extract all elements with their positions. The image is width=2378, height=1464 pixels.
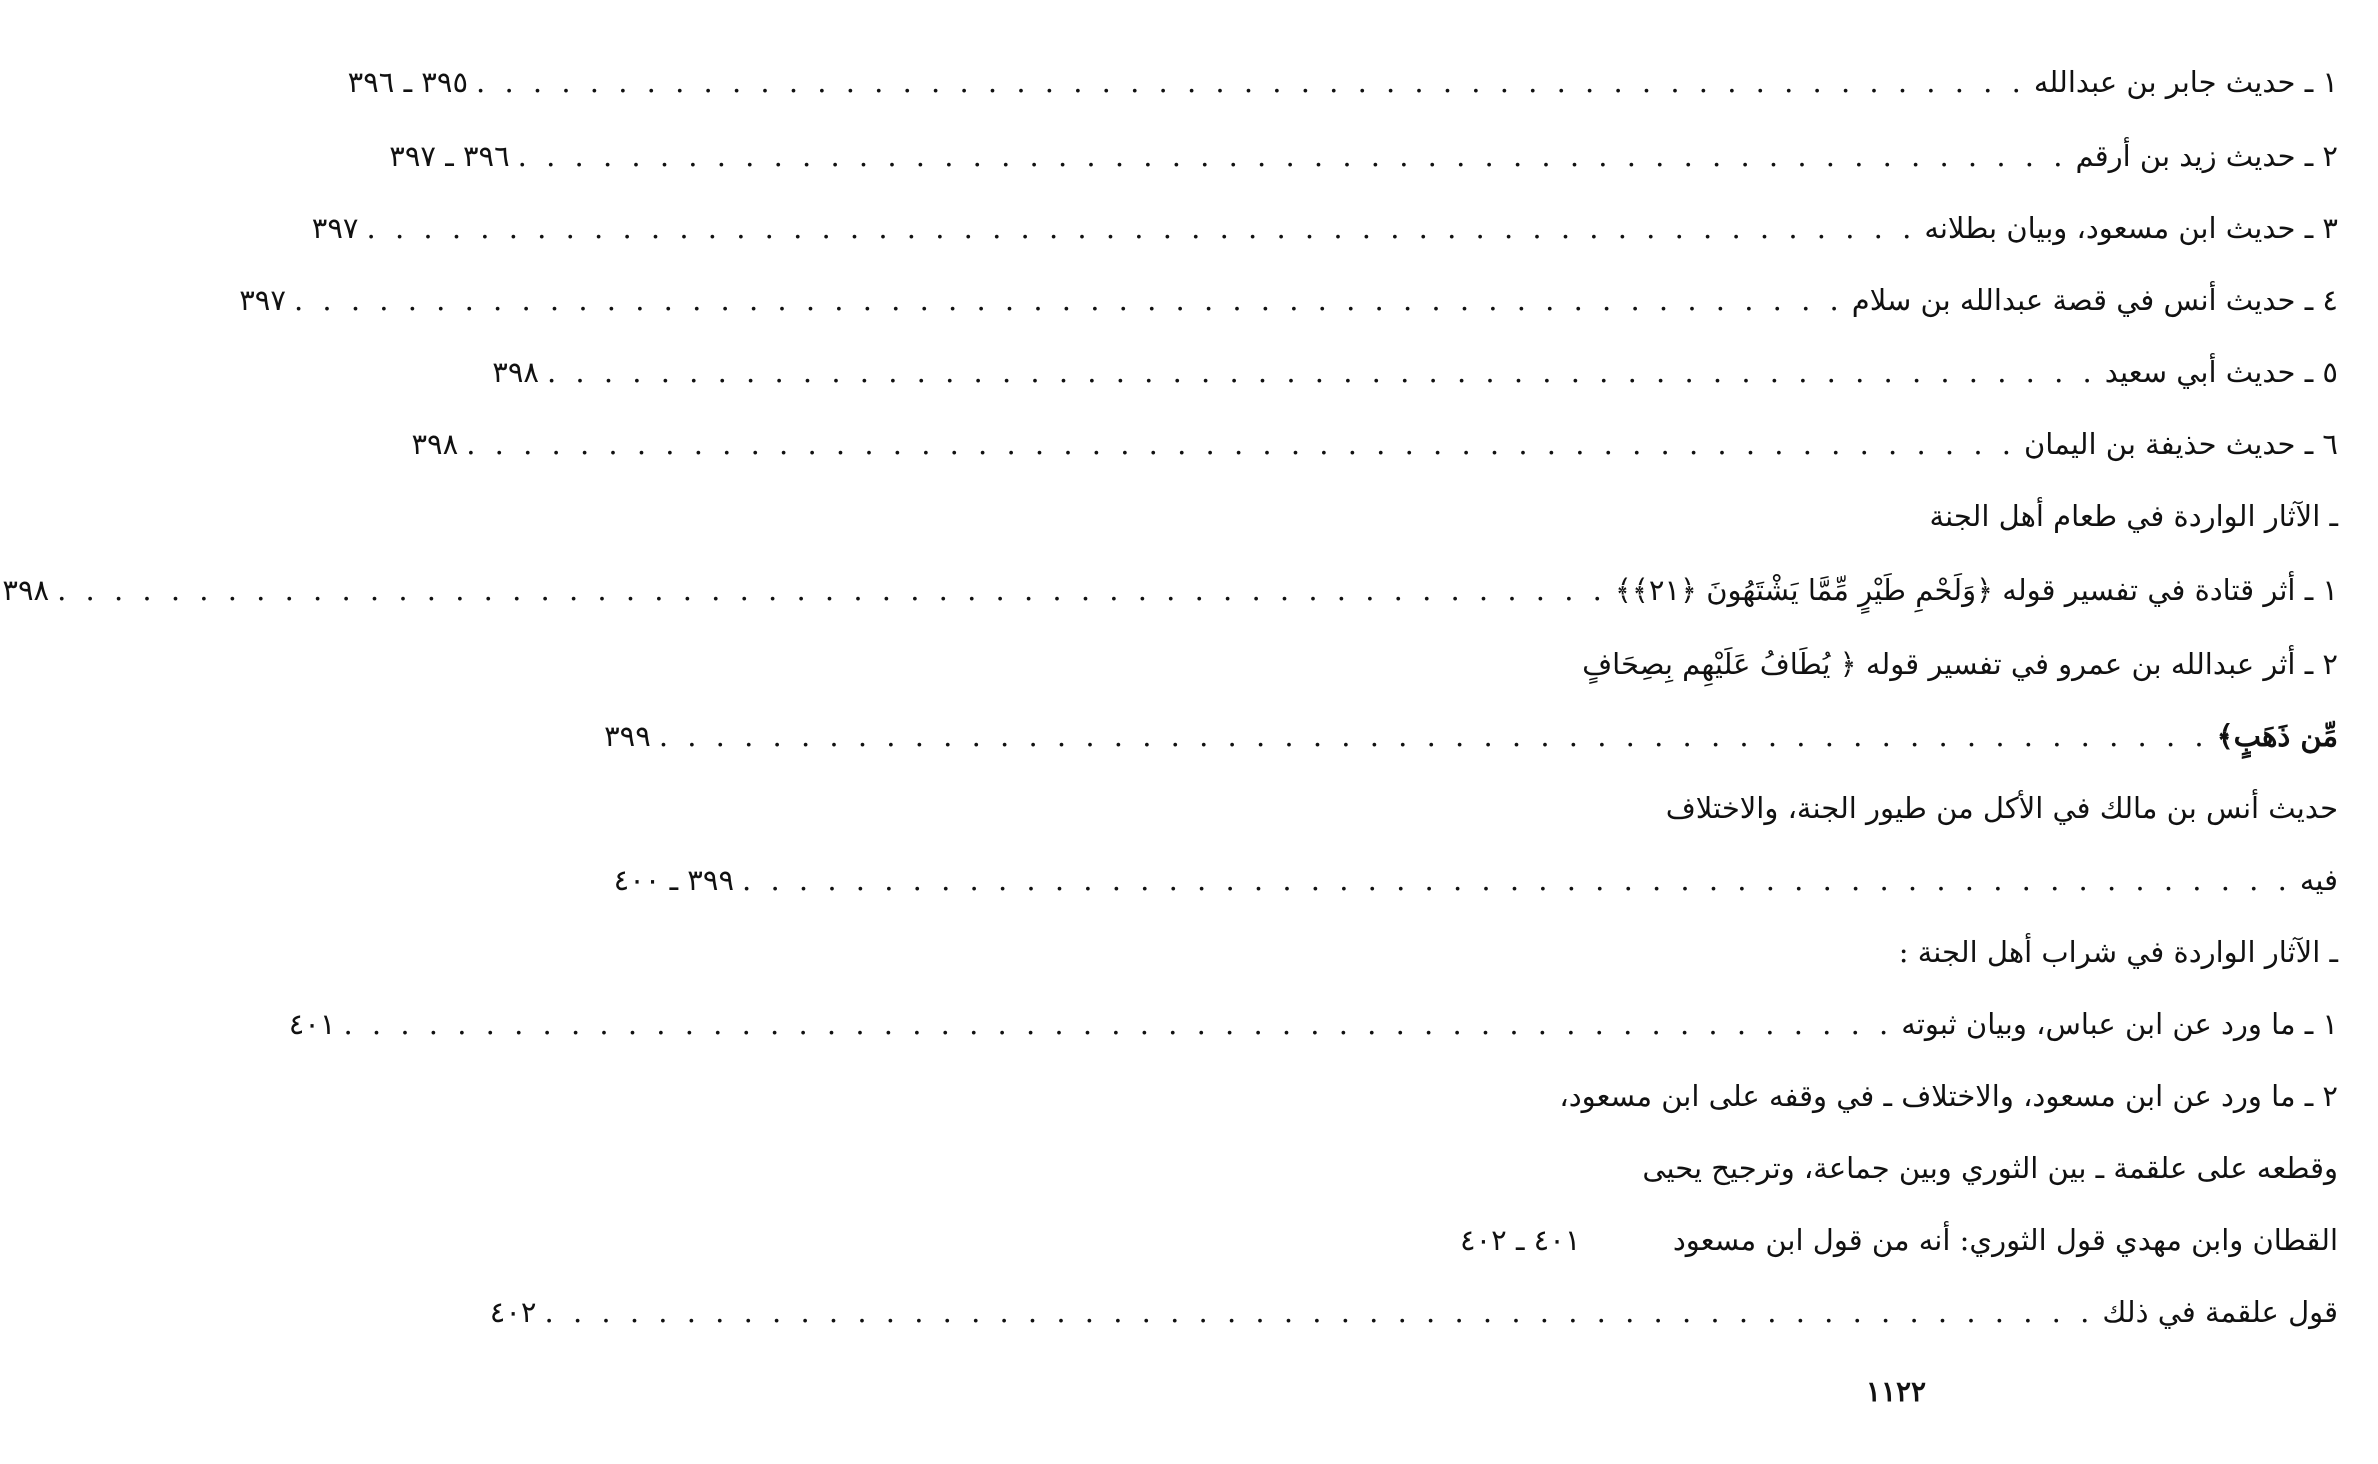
toc-entry	[411, 420, 2338, 468]
section-heading: ـ الآثار الواردة في طعام أهل الجنة	[1929, 499, 2338, 533]
entry-pages: ٤٠١ ـ ٤٠٢	[1460, 1223, 1581, 1257]
entry-title: ٢ ـ حديث زيد بن أرقم	[2075, 139, 2338, 173]
toc-entry	[389, 132, 2338, 180]
entry-title: ٥ ـ حديث أبي سعيد	[2104, 355, 2338, 389]
dot-leader: . . . . . . . . . . . . . . . . . . . . . . . . . . . . . . . . . . . . . . . . . . . . . . . . . . . . . . .	[544, 1295, 2095, 1329]
dot-leader: . . . . . . . . . . . . . . . . . . . . . . . . . . . . . . . . . . . . . . . . . . . . . . . . . . . . . . .	[546, 355, 2097, 389]
toc-entry	[492, 348, 2338, 396]
toc-entry	[604, 712, 2338, 760]
entry-title-continued: القطان وابن مهدي قول الثوري: أنه من قول ابن مسعود	[1672, 1223, 2338, 1257]
dot-leader: . . . . . . . . . . . . . . . . . . . . . . . . . . . . . . . . . . . . . . . . . . . . . . . . . . . . . . .	[366, 211, 1917, 245]
entry-pages: ٣٩٨	[2, 573, 50, 607]
dot-leader: . . . . . . . . . . . . . . . . . . . . . . . . . . . . . . . . . . . . . . . . . . . . . . . . . . . . . . .	[517, 139, 2068, 173]
toc-entry	[311, 204, 2338, 252]
entry-title-continued: فيه	[2299, 863, 2338, 897]
toc-section-heading	[1458, 492, 2338, 540]
toc-entry-line	[1458, 1072, 2338, 1120]
toc-entry	[239, 276, 2338, 324]
entry-title: ٢ ـ أثر عبدالله بن عمرو في تفسير قوله ﴿ يُطَافُ عَلَيْهِم بِصِحَافٍ	[1582, 647, 2338, 681]
entry-pages: ٣٩٦ ـ ٣٩٧	[389, 139, 510, 173]
entry-title-continued: مِّن ذَهَبٍ﴾	[2216, 719, 2338, 753]
toc-entry	[613, 856, 2338, 904]
entry-pages: ٣٩٥ ـ ٣٩٦	[347, 65, 469, 99]
entry-title-continued: وقطعه على علقمة ـ بين الثوري وبين جماعة، وترجيح يحيى	[1642, 1151, 2338, 1185]
toc-entry-line	[1458, 784, 2338, 832]
entry-title: ٣ ـ حديث ابن مسعود، وبيان بطلانه	[1924, 211, 2338, 245]
entry-pages: ٣٩٨	[492, 355, 539, 389]
entry-title: ٦ ـ حديث حذيفة بن اليمان	[2024, 427, 2338, 461]
dot-leader: . . . . . . . . . . . . . . . . . . . . . . . . . . . . . . . . . . . . . . . . . . . . . . . . . . . . . . .	[476, 65, 2026, 99]
entry-pages: ٣٩٧	[239, 283, 286, 317]
dot-leader: . . . . . . . . . . . . . . . . . . . . . . . . . . . . . . . . . . . . . . . . . . . . . . . . . . . . . . .	[466, 427, 2016, 461]
entry-pages: ٤٠٢	[489, 1295, 537, 1329]
toc-entry	[288, 1000, 2338, 1048]
entry-title: ٢ ـ ما ورد عن ابن مسعود، والاختلاف ـ في وقفه على ابن مسعود،	[1559, 1079, 2338, 1113]
page-number: ١١٢٢	[1865, 1375, 1927, 1408]
toc-entry-line	[1458, 1144, 2338, 1192]
dot-leader: . . . . . . . . . . . . . . . . . . . . . . . . . . . . . . . . . . . . . . . . . . . . . . . . . . . . . . .	[293, 283, 1844, 317]
toc-page	[2, 0, 2378, 1464]
entry-pages: ٣٩٨	[411, 427, 459, 461]
entry-title: قول علقمة في ذلك	[2102, 1295, 2338, 1329]
toc-entry	[489, 1288, 2338, 1336]
dot-leader: . . . . . . . . . . . . . . . . . . . . . . . . . . . . . . . . . . . . . . . . . . . . . . . . . . . . . . .	[742, 863, 2292, 897]
entry-pages: ٣٩٩ ـ ٤٠٠	[613, 863, 735, 897]
entry-pages: ٤٠١	[288, 1007, 336, 1041]
toc-entry	[347, 58, 2338, 106]
toc-entry	[2, 566, 2338, 614]
entry-title: ١ ـ حديث جابر بن عبدالله	[2033, 65, 2338, 99]
entry-title: ١ ـ ما ورد عن ابن عباس، وبيان ثبوته	[1901, 1007, 2338, 1041]
dot-leader: . . . . . . . . . . . . . . . . . . . . . . . . . . . . . . . . . . . . . . . . . . . . . . . . . . . . . . .	[658, 719, 2209, 753]
toc-entry	[1458, 1216, 2338, 1264]
entry-title: ١ ـ أثر قتادة في تفسير قوله ﴿وَلَحْمِ طَيْرٍ مِّمَّا يَشْتَهُونَ ﴿٢١﴾﴾	[1614, 573, 2338, 607]
section-heading: ـ الآثار الواردة في شراب أهل الجنة :	[1898, 935, 2338, 969]
toc-entry-line	[1458, 640, 2338, 688]
toc-section-heading	[1458, 928, 2338, 976]
entry-pages: ٣٩٧	[311, 211, 359, 245]
dot-leader: . . . . . . . . . . . . . . . . . . . . . . . . . . . . . . . . . . . . . . . . . . . . . . . . . . . . . . .	[57, 573, 1607, 607]
entry-title: حديث أنس بن مالك في الأكل من طيور الجنة، والاختلاف	[1665, 791, 2338, 825]
entry-title: ٤ ـ حديث أنس في قصة عبدالله بن سلام	[1851, 283, 2338, 317]
entry-pages: ٣٩٩	[604, 719, 651, 753]
dot-leader: . . . . . . . . . . . . . . . . . . . . . . . . . . . . . . . . . . . . . . . . . . . . . . . . . . . . . . .	[343, 1007, 1894, 1041]
